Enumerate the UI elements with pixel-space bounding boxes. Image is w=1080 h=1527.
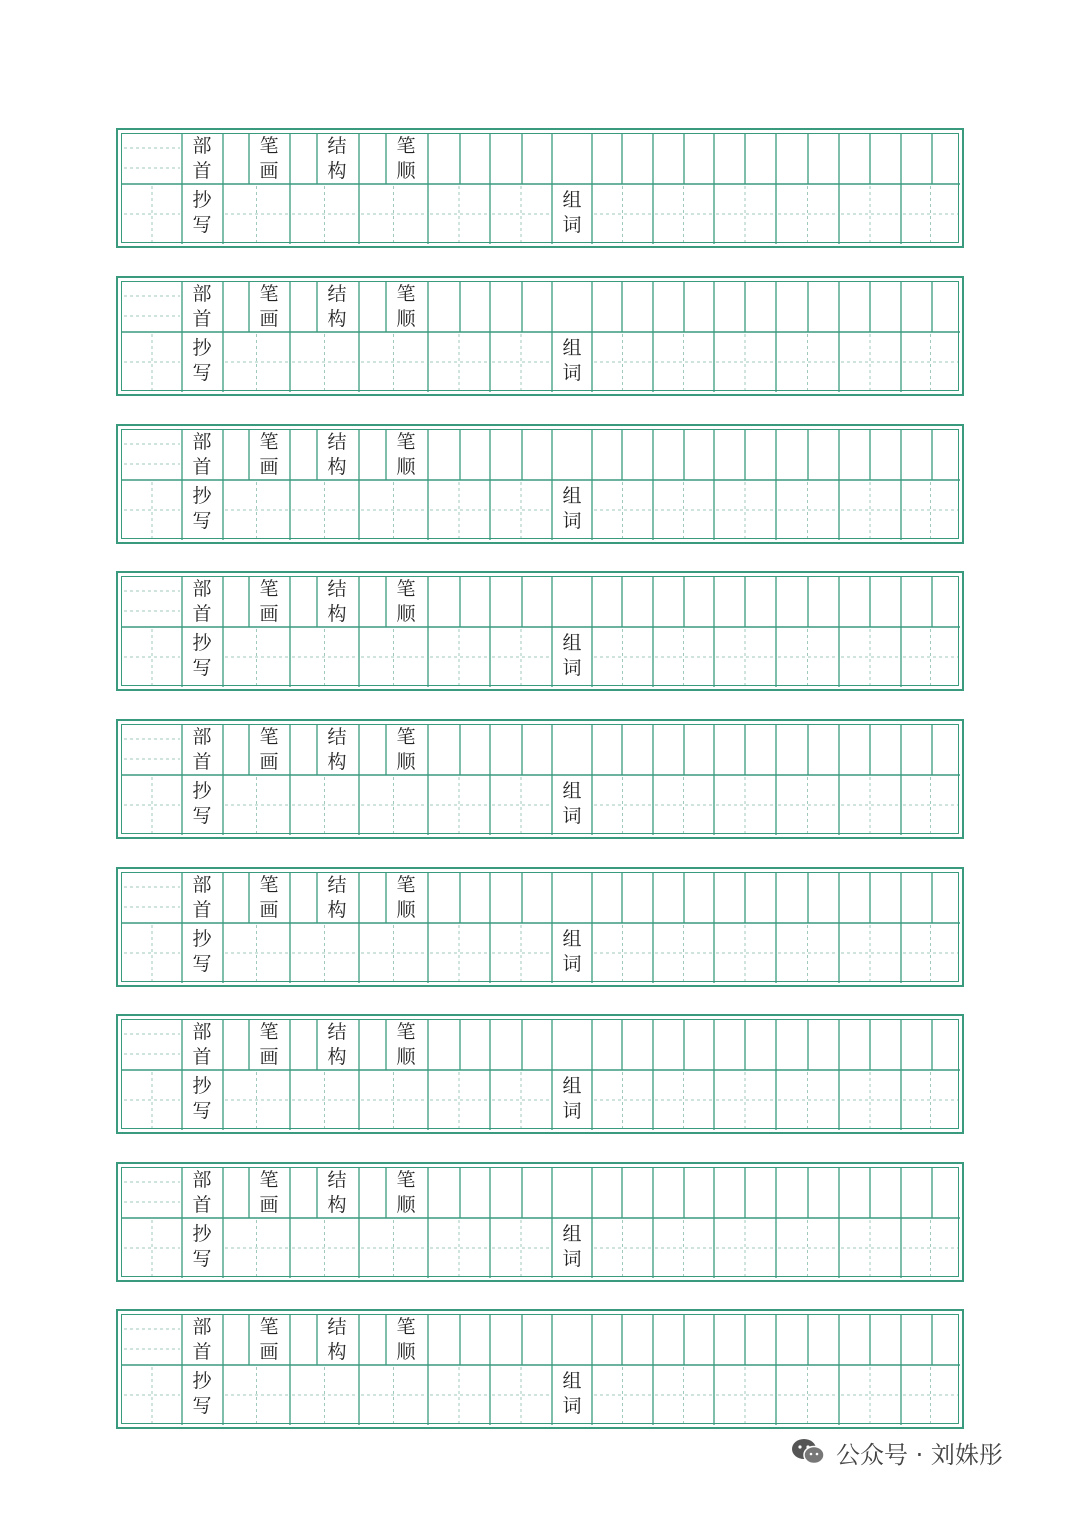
hanzi-card	[116, 1014, 964, 1134]
label-word-group	[552, 336, 592, 386]
label-char: 画	[259, 603, 279, 625]
label-char: 部	[192, 874, 212, 896]
card-grid	[121, 872, 959, 982]
label-stroke-order	[386, 873, 426, 923]
label-char: 首	[192, 308, 212, 330]
card-grid	[121, 1167, 959, 1277]
label-char: 画	[259, 308, 279, 330]
label-char: 组	[562, 337, 582, 359]
label-word-group	[552, 631, 592, 681]
label-word-group	[552, 1074, 592, 1124]
label-char: 顺	[396, 751, 416, 773]
label-char: 笔	[396, 1169, 416, 1191]
label-char: 部	[192, 578, 212, 600]
label-radical	[182, 873, 222, 923]
label-stroke-order	[386, 134, 426, 184]
label-char: 笔	[396, 578, 416, 600]
label-copy	[182, 927, 222, 977]
label-char: 构	[327, 899, 347, 921]
label-char: 写	[192, 1248, 212, 1270]
label-char: 构	[327, 1194, 347, 1216]
label-structure	[317, 282, 357, 332]
grid-lines	[122, 1315, 960, 1425]
label-char: 首	[192, 603, 212, 625]
label-char: 部	[192, 1316, 212, 1338]
card-grid	[121, 576, 959, 686]
label-char: 顺	[396, 1341, 416, 1363]
label-char: 抄	[192, 1370, 212, 1392]
label-radical	[182, 134, 222, 184]
label-word-group	[552, 484, 592, 534]
label-stroke-order	[386, 577, 426, 627]
label-structure	[317, 873, 357, 923]
label-char: 组	[562, 928, 582, 950]
label-char: 笔	[396, 431, 416, 453]
hanzi-card	[116, 571, 964, 691]
label-char: 笔	[259, 578, 279, 600]
label-strokes	[249, 725, 289, 775]
label-char: 抄	[192, 632, 212, 654]
label-char: 抄	[192, 1223, 212, 1245]
label-structure	[317, 134, 357, 184]
label-char: 词	[562, 510, 582, 532]
label-word-group	[552, 1222, 592, 1272]
label-char: 画	[259, 1046, 279, 1068]
label-copy	[182, 484, 222, 534]
label-char: 构	[327, 1046, 347, 1068]
label-char: 画	[259, 456, 279, 478]
label-strokes	[249, 873, 289, 923]
hanzi-card	[116, 128, 964, 248]
label-char: 笔	[259, 1316, 279, 1338]
label-char: 结	[327, 726, 347, 748]
card-grid	[121, 429, 959, 539]
watermark	[790, 1432, 1003, 1472]
label-copy	[182, 1074, 222, 1124]
card-grid	[121, 133, 959, 243]
label-char: 词	[562, 805, 582, 827]
label-char: 笔	[259, 135, 279, 157]
label-char: 首	[192, 1046, 212, 1068]
label-char: 抄	[192, 1075, 212, 1097]
label-radical	[182, 577, 222, 627]
label-char: 词	[562, 214, 582, 236]
label-char: 写	[192, 214, 212, 236]
label-char: 写	[192, 657, 212, 679]
label-char: 部	[192, 135, 212, 157]
label-radical	[182, 1168, 222, 1218]
label-char: 画	[259, 1194, 279, 1216]
label-char: 笔	[396, 726, 416, 748]
label-structure	[317, 1315, 357, 1365]
watermark-text: 公众号 · 刘姝彤	[836, 1440, 1003, 1469]
label-char: 构	[327, 456, 347, 478]
label-char: 首	[192, 1194, 212, 1216]
label-char: 组	[562, 1223, 582, 1245]
label-char: 笔	[259, 1169, 279, 1191]
label-char: 顺	[396, 1046, 416, 1068]
label-char: 抄	[192, 189, 212, 211]
label-char: 词	[562, 953, 582, 975]
label-word-group	[552, 188, 592, 238]
label-char: 写	[192, 953, 212, 975]
label-char: 组	[562, 189, 582, 211]
label-char: 顺	[396, 160, 416, 182]
label-char: 结	[327, 1169, 347, 1191]
label-char: 笔	[259, 283, 279, 305]
label-structure	[317, 577, 357, 627]
label-char: 组	[562, 780, 582, 802]
label-char: 顺	[396, 456, 416, 478]
label-char: 组	[562, 1370, 582, 1392]
grid-lines	[122, 873, 960, 983]
label-radical	[182, 430, 222, 480]
hanzi-card	[116, 276, 964, 396]
card-grid	[121, 281, 959, 391]
label-char: 笔	[259, 1021, 279, 1043]
label-char: 结	[327, 1316, 347, 1338]
label-char: 构	[327, 160, 347, 182]
hanzi-card	[116, 719, 964, 839]
label-char: 顺	[396, 1194, 416, 1216]
label-char: 画	[259, 160, 279, 182]
label-copy	[182, 631, 222, 681]
grid-lines	[122, 430, 960, 540]
label-strokes	[249, 430, 289, 480]
label-strokes	[249, 1020, 289, 1070]
grid-lines	[122, 282, 960, 392]
label-char: 结	[327, 431, 347, 453]
label-copy	[182, 1222, 222, 1272]
label-char: 首	[192, 1341, 212, 1363]
label-char: 词	[562, 1395, 582, 1417]
label-word-group	[552, 927, 592, 977]
grid-lines	[122, 725, 960, 835]
label-char: 词	[562, 1248, 582, 1270]
label-char: 结	[327, 1021, 347, 1043]
label-char: 构	[327, 751, 347, 773]
label-char: 画	[259, 1341, 279, 1363]
label-char: 词	[562, 1100, 582, 1122]
grid-lines	[122, 1168, 960, 1278]
label-word-group	[552, 1369, 592, 1419]
label-stroke-order	[386, 1168, 426, 1218]
label-char: 笔	[396, 135, 416, 157]
label-char: 组	[562, 1075, 582, 1097]
label-strokes	[249, 1168, 289, 1218]
label-char: 词	[562, 362, 582, 384]
label-structure	[317, 430, 357, 480]
label-char: 抄	[192, 780, 212, 802]
label-char: 写	[192, 1395, 212, 1417]
grid-lines	[122, 134, 960, 244]
label-copy	[182, 779, 222, 829]
label-structure	[317, 725, 357, 775]
label-char: 笔	[259, 431, 279, 453]
label-char: 笔	[396, 1021, 416, 1043]
label-char: 组	[562, 632, 582, 654]
hanzi-card	[116, 1162, 964, 1282]
label-strokes	[249, 1315, 289, 1365]
label-char: 构	[327, 308, 347, 330]
label-char: 部	[192, 431, 212, 453]
label-char: 部	[192, 1021, 212, 1043]
card-grid	[121, 1019, 959, 1129]
label-char: 写	[192, 1100, 212, 1122]
label-stroke-order	[386, 430, 426, 480]
label-char: 顺	[396, 308, 416, 330]
label-char: 写	[192, 510, 212, 532]
label-char: 部	[192, 726, 212, 748]
label-copy	[182, 336, 222, 386]
label-char: 笔	[259, 874, 279, 896]
label-structure	[317, 1168, 357, 1218]
label-char: 笔	[259, 726, 279, 748]
label-char: 抄	[192, 337, 212, 359]
label-char: 首	[192, 899, 212, 921]
label-char: 写	[192, 805, 212, 827]
label-char: 抄	[192, 485, 212, 507]
label-char: 笔	[396, 1316, 416, 1338]
grid-lines	[122, 1020, 960, 1130]
label-radical	[182, 725, 222, 775]
label-stroke-order	[386, 1315, 426, 1365]
label-char: 顺	[396, 899, 416, 921]
label-char: 画	[259, 899, 279, 921]
label-char: 画	[259, 751, 279, 773]
label-char: 顺	[396, 603, 416, 625]
label-char: 首	[192, 160, 212, 182]
label-structure	[317, 1020, 357, 1070]
label-char: 结	[327, 874, 347, 896]
hanzi-card	[116, 424, 964, 544]
label-strokes	[249, 134, 289, 184]
wechat-icon	[790, 1437, 826, 1467]
label-copy	[182, 188, 222, 238]
label-char: 部	[192, 283, 212, 305]
label-char: 部	[192, 1169, 212, 1191]
label-char: 笔	[396, 874, 416, 896]
card-grid	[121, 1314, 959, 1424]
label-char: 结	[327, 135, 347, 157]
grid-lines	[122, 577, 960, 687]
label-char: 组	[562, 485, 582, 507]
label-word-group	[552, 779, 592, 829]
label-strokes	[249, 282, 289, 332]
label-stroke-order	[386, 282, 426, 332]
hanzi-card	[116, 1309, 964, 1429]
hanzi-card	[116, 867, 964, 987]
label-char: 构	[327, 603, 347, 625]
label-char: 结	[327, 578, 347, 600]
label-stroke-order	[386, 1020, 426, 1070]
label-char: 结	[327, 283, 347, 305]
label-copy	[182, 1369, 222, 1419]
label-char: 首	[192, 456, 212, 478]
label-radical	[182, 1020, 222, 1070]
label-char: 构	[327, 1341, 347, 1363]
label-char: 首	[192, 751, 212, 773]
label-radical	[182, 1315, 222, 1365]
label-char: 抄	[192, 928, 212, 950]
label-radical	[182, 282, 222, 332]
card-grid	[121, 724, 959, 834]
label-strokes	[249, 577, 289, 627]
label-char: 笔	[396, 283, 416, 305]
label-char: 写	[192, 362, 212, 384]
label-char: 词	[562, 657, 582, 679]
label-stroke-order	[386, 725, 426, 775]
